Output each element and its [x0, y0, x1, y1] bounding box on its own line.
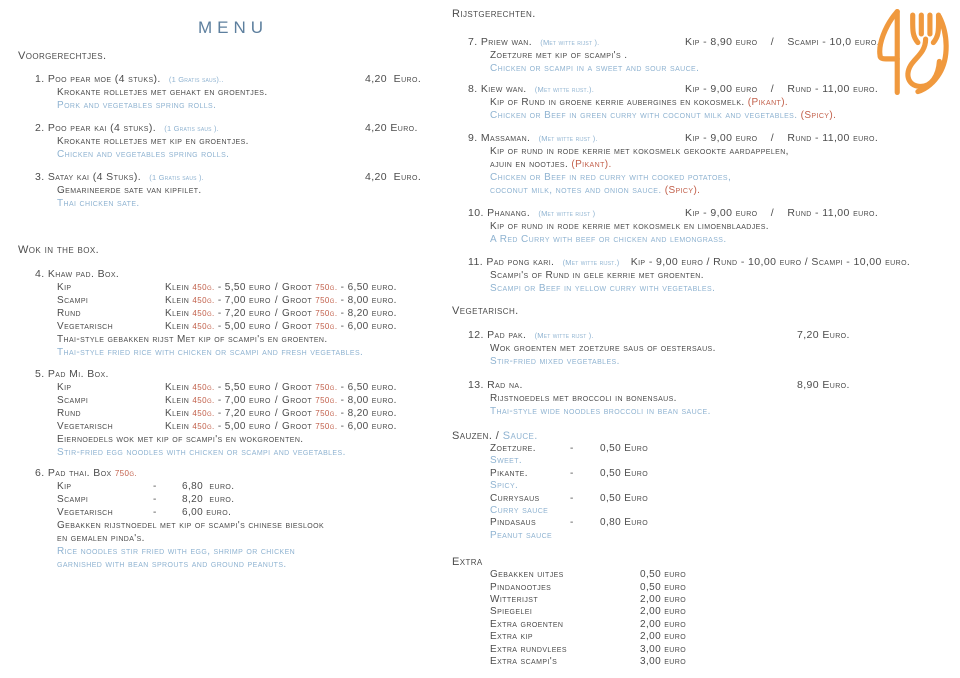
item-desc-en: Stir-fried egg noodles with chicken or scampi and vegetables.: [57, 447, 346, 458]
extra-name: Extra groenten: [490, 618, 564, 630]
item-desc-en: Rice noodles stir fried with egg, shrimp or chicken: [57, 546, 296, 557]
item-desc-en: A Red Curry with beef or chicken and lemongrass.: [490, 234, 727, 245]
variant-name: Kip: [57, 481, 72, 492]
item-title: 10. Phanang.: [468, 207, 531, 219]
size-prices: [165, 381, 397, 394]
size-price-row: [18, 420, 448, 433]
size-price-row: [18, 394, 448, 407]
price-groot: - 6,50 euro.: [340, 382, 397, 393]
size-price-row: [18, 294, 448, 307]
item-price: Kip - 8,90 euro / Scampi - 10,0 euro.: [685, 36, 880, 48]
size-price-row: [18, 381, 448, 394]
desc-text: ajuin en nootjes.: [490, 159, 569, 170]
size-label-groot: Groot: [282, 321, 313, 332]
item-price: Kip - 9,00 euro / Rund - 11,00 euro.: [685, 207, 879, 219]
item-price: 7,20 Euro.: [797, 329, 850, 341]
item-desc-nl: Gemarineerde sate van kipfilet.: [57, 185, 202, 196]
knife-icon: [880, 12, 897, 93]
item-desc-en: Stir-fried mixed vegetables.: [490, 356, 620, 367]
desc-text: coconut milk, notes and onion sauce.: [490, 185, 662, 196]
price-groot: - 8,00 euro.: [340, 295, 397, 306]
item-price: Kip - 9,00 euro / Rund - 10,00 euro / Scampi - 10,00 euro.: [630, 256, 911, 268]
extra-price: 0,50 euro: [640, 581, 687, 593]
size-label-groot: Groot: [282, 408, 313, 419]
extra-price: 3,00 euro: [640, 656, 687, 668]
size-weight-groot: 750g.: [315, 396, 338, 405]
size-prices: [165, 394, 397, 407]
size-label-groot: Groot: [282, 308, 313, 319]
size-weight-klein: 450g.: [192, 283, 215, 292]
slash-separator: /: [274, 395, 279, 406]
price-klein: - 7,20 euro: [217, 308, 271, 319]
heading-nl: Sauzen.: [452, 430, 493, 442]
extra-name: Extra rundvlees: [490, 643, 567, 655]
size-weight-groot: 750g.: [315, 309, 338, 318]
item-desc-en: Chicken or scampi in a sweet and sour sauce.: [490, 63, 700, 74]
size-label-klein: Klein: [165, 408, 190, 419]
section-heading-vegetarisch: Vegetarisch.: [452, 305, 519, 317]
size-weight-klein: 450g.: [192, 409, 215, 418]
item-note: (Met witte rijst ).: [534, 331, 594, 340]
variant-price-row: [18, 480, 448, 493]
dash-separator: -: [153, 481, 157, 492]
extra-row: [452, 631, 952, 643]
extra-price: 2,00 euro: [640, 606, 687, 618]
cutlery-logo-icon: [868, 4, 954, 100]
sauce-name: Zoetzure.: [490, 443, 536, 454]
size-price-row: [18, 407, 448, 420]
item-desc-nl: Kip of rund in rode kerrie met kokosmelk gekookte aardappelen,: [490, 146, 789, 157]
variant-name: Scampi: [57, 494, 89, 505]
item-note: (Met witte rijst.).: [534, 85, 595, 94]
slash-separator: /: [495, 430, 500, 442]
section-heading-rijstgerechten: Rijstgerechten.: [452, 8, 536, 20]
item-note: (1 Gratis saus)..: [168, 75, 224, 84]
item-desc-en: garnished with bean sprouts and ground peanuts.: [57, 559, 287, 570]
item-desc-nl: Krokante rolletjes met gehakt en groentjes.: [57, 87, 268, 98]
size-price-row: [18, 281, 448, 294]
item-title: 5. Pad Mi. Box.: [35, 368, 109, 380]
item-title: 11. Pad pong kari.: [468, 256, 555, 268]
item-title-line: [452, 329, 952, 342]
item-desc-en: Chicken and vegetables spring rolls.: [57, 149, 230, 160]
variant-name: Kip: [57, 382, 72, 393]
sauce-name-en: Spicy.: [490, 480, 519, 492]
extra-name: Gebakken uitjes: [490, 569, 564, 581]
menu-item: [452, 132, 952, 197]
item-title-line: [452, 207, 952, 220]
dash-separator: -: [153, 507, 157, 518]
variant-name: Scampi: [57, 395, 89, 406]
item-title-line: [18, 171, 448, 184]
extra-row: [452, 606, 952, 618]
dash-separator: -: [570, 517, 574, 529]
price-groot: - 6,50 euro.: [340, 282, 397, 293]
variant-price: 6,00 euro.: [182, 507, 232, 518]
size-prices: [165, 307, 397, 320]
left-column: [18, 0, 448, 571]
price-klein: - 5,00 euro: [217, 321, 271, 332]
item-desc-nl: Scampi's of Rund in gele kerrie met groenten.: [490, 270, 704, 281]
size-weight-klein: 450g.: [192, 322, 215, 331]
item-title: 8. Kiew wan.: [468, 83, 527, 95]
size-prices: [165, 420, 397, 433]
sauce-name: Pikante.: [490, 467, 528, 479]
heading-en: Sauce.: [502, 430, 538, 442]
size-weight-klein: 450g.: [192, 309, 215, 318]
section-heading-voorgerechtjes: Voorgerechtjes.: [18, 50, 107, 62]
section-heading-wok-in-the-box: Wok in the box.: [18, 244, 100, 256]
price-klein: - 7,20 euro: [217, 408, 271, 419]
price-klein: - 7,00 euro: [217, 295, 271, 306]
dash-separator: -: [570, 492, 574, 504]
extra-name: Witterijst: [490, 594, 539, 606]
size-label-groot: Groot: [282, 382, 313, 393]
item-price: 4,20 Euro.: [365, 171, 422, 183]
variant-price: 8,20 euro.: [182, 494, 235, 505]
extra-price: 2,00 euro: [640, 594, 687, 606]
menu-item: [18, 368, 448, 459]
extra-row: [452, 594, 952, 606]
variant-name: Scampi: [57, 295, 89, 306]
size-label-groot: Groot: [282, 295, 313, 306]
variant-price-row: [18, 506, 448, 519]
size-prices: [165, 281, 397, 294]
extra-price: 2,00 euro: [640, 618, 687, 630]
item-title-line: [452, 256, 952, 269]
item-note: (Met witte rijst ): [538, 209, 596, 218]
size-label-klein: Klein: [165, 321, 190, 332]
size-label-klein: Klein: [165, 282, 190, 293]
item-price: Kip - 9,00 euro / Rund - 11,00 euro.: [685, 83, 879, 95]
extra-row: [452, 582, 952, 594]
item-title-line: [452, 132, 952, 145]
slash-separator: /: [274, 321, 279, 332]
right-column: [452, 0, 952, 669]
dash-separator: -: [570, 467, 574, 479]
size-prices: [165, 320, 397, 333]
price-groot: - 8,20 euro.: [340, 408, 397, 419]
extra-row: [452, 569, 952, 581]
item-title: 9. Massaman.: [468, 132, 531, 144]
menu-item: [18, 171, 448, 210]
menu-item: [18, 467, 448, 571]
extra-name: Spiegelei: [490, 606, 533, 618]
size-weight-klein: 450g.: [192, 383, 215, 392]
sauce-price: 0,80 Euro: [600, 517, 649, 529]
item-desc-nl: Kip of rund in rode kerrie met kokosmelk en limoenblaadjes.: [490, 221, 769, 232]
item-desc-en: [452, 109, 952, 122]
item-title: 2. Poo pear kai (4 stuks).: [35, 122, 157, 134]
size-weight-groot: 750g.: [315, 409, 338, 418]
slash-separator: /: [274, 295, 279, 306]
size-label-groot: Groot: [282, 395, 313, 406]
item-desc-en: Thai-style fried rice with chicken or scampi and fresh vegetables.: [57, 347, 364, 358]
variant-price: 6,80 euro.: [182, 481, 235, 492]
item-desc-en: Chicken or Beef in red curry with cooked potatoes,: [490, 172, 732, 183]
item-price: 8,90 Euro.: [797, 379, 850, 391]
desc-text: Kip of Rund in groene kerrie aubergines en kokosmelk.: [490, 97, 745, 108]
extra-name: Extra scampi's: [490, 656, 558, 668]
section-heading-extra: Extra: [452, 556, 483, 569]
extra-price: 3,00 euro: [640, 643, 687, 655]
spicy-flag-en: (Spicy).: [800, 110, 837, 121]
menu-item: [452, 256, 952, 295]
sauce-name: Currysaus: [490, 492, 540, 504]
item-desc-nl: Gebakken rijstnoedel met kip of scampi's chinese bieslook: [57, 520, 325, 531]
item-note: (Met witte rijst ).: [538, 134, 598, 143]
slash-separator: /: [274, 408, 279, 419]
item-title: 12. Pad pak.: [468, 329, 527, 341]
item-note: (Met witte rijst ).: [540, 38, 600, 47]
variant-name: Vegetarisch: [57, 507, 114, 518]
extra-row: [452, 619, 952, 631]
extra-name: Pindanootjes: [490, 581, 552, 593]
item-note: (Met witte rijst.): [562, 258, 620, 267]
variant-name: Vegetarisch: [57, 321, 114, 332]
menu-item: [18, 73, 448, 112]
extra-list: [452, 569, 952, 668]
menu-item: [18, 122, 448, 161]
slash-separator: /: [274, 308, 279, 319]
item-desc-nl: Rijstnoedels met broccoli in bonensaus.: [490, 393, 677, 404]
variant-name: Kip: [57, 282, 72, 293]
sauce-row: [452, 493, 952, 505]
slash-separator: /: [274, 382, 279, 393]
size-weight-groot: 750g.: [315, 383, 338, 392]
item-title: 6. Pad thai. Box: [35, 467, 112, 479]
sauce-row: [452, 517, 952, 529]
item-desc-en: Thai chicken sate.: [57, 198, 140, 209]
size-label-klein: Klein: [165, 421, 190, 432]
size-label-klein: Klein: [165, 308, 190, 319]
size-weight-klein: 450g.: [192, 296, 215, 305]
item-desc-nl: Thai-style gebakken rijst Met kip of scampi's en groenten.: [57, 334, 328, 345]
sauce-price: 0,50 Euro: [600, 443, 649, 454]
menu-item: [452, 329, 952, 368]
price-klein: - 7,00 euro: [217, 395, 271, 406]
size-label-klein: Klein: [165, 295, 190, 306]
sauce-row: [452, 443, 952, 455]
menu-item: [452, 207, 952, 246]
item-title: 13. Rad na.: [468, 379, 523, 391]
extra-price: 0,50 euro: [640, 569, 687, 581]
sauce-name-en: Curry sauce: [490, 505, 549, 517]
size-weight-groot: 750g.: [315, 283, 338, 292]
item-title: 3. Satay kai (4 Stuks).: [35, 171, 142, 183]
sauce-name-en: Sweet.: [490, 455, 523, 467]
item-title-line: [18, 73, 448, 86]
price-klein: - 5,50 euro: [217, 382, 271, 393]
item-desc-en: Thai-style wide noodles broccoli in bean sauce.: [490, 406, 711, 417]
sauce-row: [452, 468, 952, 480]
price-klein: - 5,50 euro: [217, 282, 271, 293]
item-desc-en: Scampi or Beef in yellow curry with vegetables.: [490, 283, 716, 294]
variant-name: Rund: [57, 308, 81, 319]
variant-price-row: [18, 493, 448, 506]
item-weight: 750g.: [114, 469, 138, 478]
size-weight-klein: 450g.: [192, 396, 215, 405]
item-price: Kip - 9,00 euro / Rund - 11,00 euro.: [685, 132, 879, 144]
item-desc-nl: Krokante rolletjes met kip en groentjes.: [57, 136, 249, 147]
price-klein: - 5,00 euro: [217, 421, 271, 432]
size-label-groot: Groot: [282, 421, 313, 432]
price-groot: - 6,00 euro.: [340, 421, 397, 432]
size-weight-groot: 750g.: [315, 322, 338, 331]
size-prices: [165, 407, 397, 420]
item-note: (1 Gratis saus ).: [164, 124, 219, 133]
price-groot: - 8,00 euro.: [340, 395, 397, 406]
item-price: 4,20 Euro.: [365, 73, 422, 85]
slash-separator: /: [274, 421, 279, 432]
spicy-flag-nl: (Pikant).: [571, 159, 612, 170]
sauce-name: Pindasaus: [490, 517, 537, 529]
menu-item: [18, 268, 448, 359]
size-label-klein: Klein: [165, 382, 190, 393]
item-price: 4,20 Euro.: [365, 122, 418, 134]
slash-separator: /: [274, 282, 279, 293]
variant-name: Vegetarisch: [57, 421, 114, 432]
sauce-price: 0,50 Euro: [600, 467, 649, 479]
item-title: 4. Khaw pad. Box.: [35, 268, 120, 280]
extra-price: 2,00 euro: [640, 631, 687, 643]
item-title-line: [452, 379, 952, 392]
size-label-klein: Klein: [165, 395, 190, 406]
item-note: (1 Gratis saus ).: [149, 173, 204, 182]
spicy-flag-nl: (Pikant).: [747, 97, 789, 108]
page-title: MENU: [197, 18, 269, 37]
size-price-row: [18, 307, 448, 320]
dash-separator: -: [570, 443, 574, 454]
size-prices: [165, 294, 397, 307]
variant-name: Rund: [57, 408, 81, 419]
item-desc-en: Pork and vegetables spring rolls.: [57, 100, 217, 111]
section-heading-sauzen: [452, 430, 952, 443]
price-groot: - 8,20 euro.: [340, 308, 397, 319]
item-desc-nl: Zoetzure met kip of scampi's .: [490, 50, 628, 61]
spicy-flag-en: (Spicy).: [664, 185, 701, 196]
extra-row: [452, 644, 952, 656]
item-desc-nl: [452, 158, 952, 171]
size-price-row: [18, 320, 448, 333]
size-weight-groot: 750g.: [315, 422, 338, 431]
size-weight-groot: 750g.: [315, 296, 338, 305]
item-title: 7. Priew wan.: [468, 36, 533, 48]
price-groot: - 6,00 euro.: [340, 321, 397, 332]
item-title-line: [18, 122, 448, 135]
sauce-price: 0,50 Euro: [600, 492, 649, 504]
size-label-groot: Groot: [282, 282, 313, 293]
extra-row: [452, 656, 952, 668]
sauce-name-en: Peanut sauce: [490, 529, 553, 541]
extra-name: Extra kip: [490, 631, 533, 643]
menu-item: [452, 379, 952, 418]
size-weight-klein: 450g.: [192, 422, 215, 431]
dash-separator: -: [153, 494, 157, 505]
item-desc-nl: Eiernoedels wok met kip of scampi's en wokgroenten.: [57, 434, 304, 445]
desc-text: Chicken or Beef in green curry with coconut milk and vegetables.: [490, 110, 798, 121]
sauce-list: [452, 443, 952, 542]
item-desc-en: [452, 184, 952, 197]
item-desc-nl: en gemalen pinda's.: [57, 533, 145, 544]
item-title: 1. Poo pear moe (4 stuks).: [35, 73, 161, 85]
fork-icon: [908, 15, 946, 92]
item-desc-nl: Wok groenten met zoetzure saus of oestersaus.: [490, 343, 716, 354]
